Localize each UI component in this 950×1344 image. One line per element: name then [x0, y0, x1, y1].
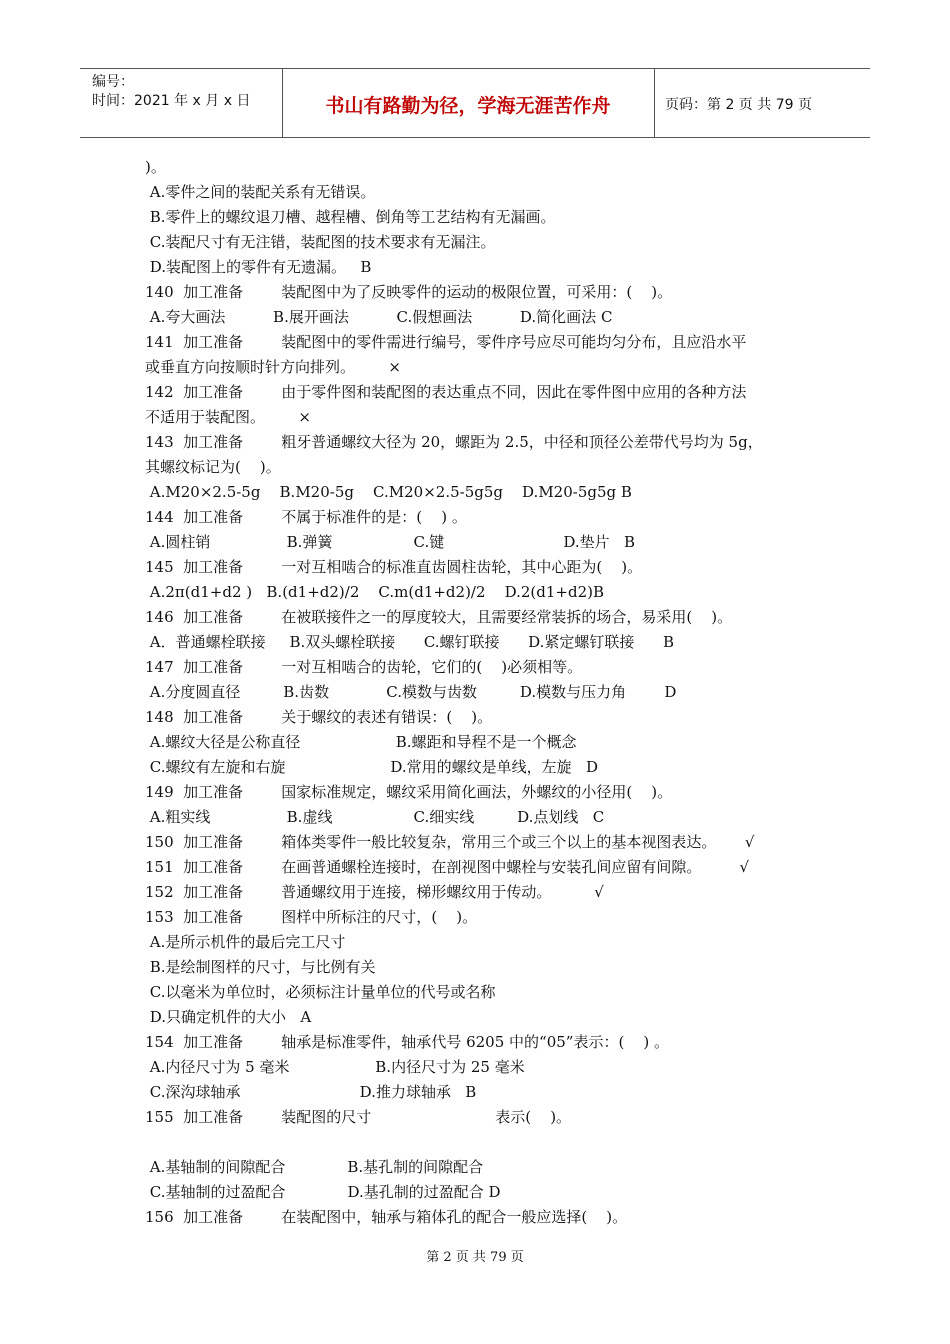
text-line: B.是绘制图样的尺寸，与比例有关: [145, 958, 376, 976]
text-line: 其螺纹标记为( )。: [145, 458, 281, 476]
text-line: C.基轴制的过盈配合 D.基孔制的过盈配合 D: [145, 1183, 501, 1201]
text-line: A.分度圆直径 B.齿数 C.模数与齿数 D.模数与压力角 D: [145, 683, 677, 701]
text-line: B.零件上的螺纹退刀槽、越程槽、倒角等工艺结构有无漏画。: [145, 208, 556, 226]
header-meta: [92, 73, 250, 111]
text-line: A.2π(d1+d2 ) B.(d1+d2)/2 C.m(d1+d2)/2 D.2(d1+d2)B: [145, 583, 604, 601]
text-line: 148 加工准备 关于螺纹的表述有错误：( )。: [145, 708, 493, 726]
text-line: A.内径尺寸为 5 毫米 B.内径尺寸为 25 毫米: [145, 1058, 525, 1076]
text-line: A.基轴制的间隙配合 B.基孔制的间隙配合: [145, 1158, 484, 1176]
page-header: [80, 68, 870, 138]
text-line: 143 加工准备 粗牙普通螺纹大径为 20，螺距为 2.5，中径和顶径公差带代号均为 5g，: [145, 433, 763, 451]
text-line: 156 加工准备 在装配图中，轴承与箱体孔的配合一般应选择( )。: [145, 1208, 628, 1226]
text-line: 144 加工准备 不属于标准件的是：( ) 。: [145, 508, 467, 526]
text-line: 152 加工准备 普通螺纹用于连接，梯形螺纹用于传动。 √: [145, 883, 604, 901]
text-line: 151 加工准备 在画普通螺栓连接时，在剖视图中螺栓与安装孔间应留有间隙。 √: [145, 858, 750, 876]
text-line: A.粗实线 B.虚线 C.细实线 D.点划线 C: [145, 808, 605, 826]
text-line: D.只确定机件的大小 A: [145, 1008, 312, 1026]
text-line: C.装配尺寸有无注错，装配图的技术要求有无漏注。: [145, 233, 496, 251]
text-line: 或垂直方向按顺时针方向排列。 ×: [145, 358, 401, 376]
text-line: C.以毫米为单位时，必须标注计量单位的代号或名称: [145, 983, 496, 1001]
text-line: 155 加工准备 装配图的尺寸 表示( )。: [145, 1108, 572, 1126]
text-line: 150 加工准备 箱体类零件一般比较复杂，常用三个或三个以上的基本视图表达。 √: [145, 833, 755, 851]
text-line: A.夸大画法 B.展开画法 C.假想画法 D.简化画法 C: [145, 308, 613, 326]
text-line: C.深沟球轴承 D.推力球轴承 B: [145, 1083, 477, 1101]
header-number: 编号：: [92, 74, 134, 90]
header-date: 时间：2021 年 x 月 x 日: [92, 93, 251, 109]
text-line: A.零件之间的装配关系有无错误。: [145, 183, 376, 201]
text-line: D.装配图上的零件有无遗漏。 B: [145, 258, 372, 276]
header-page-number: 页码：第 2 页 共 79 页: [665, 97, 812, 113]
text-line: 149 加工准备 国家标准规定，螺纹采用简化画法，外螺纹的小径用( )。: [145, 783, 673, 801]
text-line: A.螺纹大径是公称直径 B.螺距和导程不是一个概念: [145, 733, 577, 751]
header-divider-right: [654, 69, 655, 137]
text-line: 145 加工准备 一对互相啮合的标准直齿圆柱齿轮，其中心距为( )。: [145, 558, 643, 576]
text-line: 154 加工准备 轴承是标准零件，轴承代号 6205 中的“05”表示：( ) 。: [145, 1033, 669, 1051]
page-footer: 第 2 页 共 79 页: [426, 1250, 524, 1265]
text-line: A.M20×2.5-5g B.M20-5g C.M20×2.5-5g5g D.M20-5g5g B: [145, 483, 632, 501]
text-line: A.圆柱销 B.弹簧 C.键 D.垫片 B: [145, 533, 636, 551]
text-line: C.螺纹有左旋和右旋 D.常用的螺纹是单线，左旋 D: [145, 758, 598, 776]
text-line: 146 加工准备 在被联接件之一的厚度较大，且需要经常装拆的场合，易采用( )。: [145, 608, 733, 626]
text-line: 153 加工准备 图样中所标注的尺寸，( )。: [145, 908, 478, 926]
text-line: 不适用于装配图。 ×: [145, 408, 311, 426]
text-line: 140 加工准备 装配图中为了反映零件的运动的极限位置，可采用：( )。: [145, 283, 673, 301]
header-motto: 书山有路勤为径，学海无涯苦作舟: [325, 95, 611, 117]
text-line: 141 加工准备 装配图中的零件需进行编号，零件序号应尽可能均匀分布，且应沿水平: [145, 333, 747, 351]
text-line: 142 加工准备 由于零件图和装配图的表达重点不同，因此在零件图中应用的各种方法: [145, 383, 747, 401]
text-line: A.是所示机件的最后完工尺寸: [145, 933, 346, 951]
text-line: A．普通螺栓联接 B.双头螺栓联接 C.螺钉联接 D.紧定螺钉联接 B: [145, 633, 675, 651]
text-line: )。: [145, 158, 166, 176]
text-line: 147 加工准备 一对互相啮合的齿轮，它们的( )必须相等。: [145, 658, 583, 676]
